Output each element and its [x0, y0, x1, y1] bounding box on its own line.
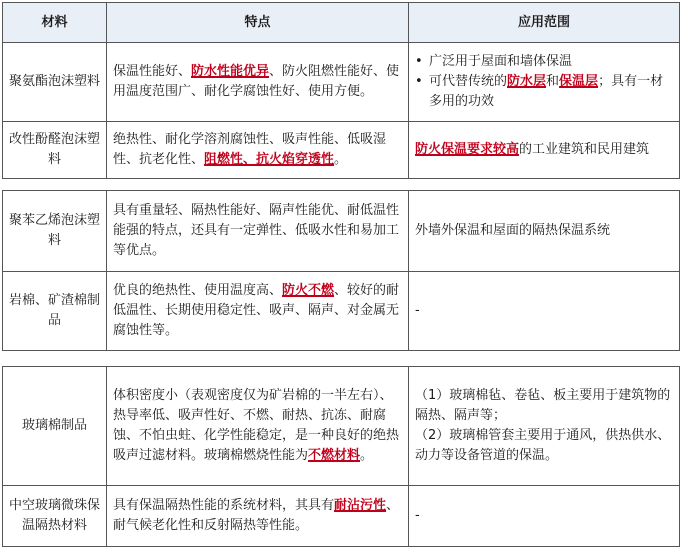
table-block-2 [2, 190, 680, 351]
application-text: （1）玻璃棉毡、卷毡、板主要用于建筑物的隔热、隔声等； [415, 388, 671, 423]
emphasis-text: 防火保温要求较高 [415, 142, 520, 157]
table-row [3, 271, 679, 350]
table-row [3, 121, 679, 178]
application-text: 和 [546, 74, 560, 89]
features-text: 、防火阻燃性能好、使用温度范围广、耐化学腐蚀性好、使用方便。 [113, 64, 400, 99]
emphasis-text: 防火不燃 [282, 283, 335, 298]
emphasis-text: 保温层 [559, 74, 599, 89]
table-block-1 [2, 2, 680, 179]
application-cell [409, 191, 679, 271]
list-item [415, 52, 673, 72]
features-cell [107, 43, 409, 121]
application-text: 外墙外保温和屋面的隔热保温系统 [415, 223, 611, 238]
header-material: 材料 [3, 3, 107, 42]
application-cell [409, 43, 679, 121]
features-cell [107, 272, 409, 350]
features-text: 保温性能好、 [113, 64, 192, 79]
features-cell [107, 122, 409, 178]
emphasis-text: 防水性能优异 [191, 64, 270, 79]
features-text: 具有保温隔热性能的系统材料，其具有 [113, 498, 335, 513]
features-cell [107, 486, 409, 546]
table-row [3, 367, 679, 485]
table-row [3, 42, 679, 121]
features-text: 、较好的耐低温性、长期使用稳定性、吸声、隔声、对金属无腐蚀性等。 [113, 283, 400, 338]
application-text: - [415, 508, 420, 523]
material-name: 聚氨酯泡沫塑料 [3, 43, 107, 121]
application-cell [409, 486, 679, 546]
features-text: 、耐气候老化性和反射隔热等性能。 [113, 498, 400, 533]
table-row [3, 191, 679, 271]
features-text: 。 [360, 448, 374, 463]
features-cell [107, 367, 409, 485]
list-item [415, 72, 673, 112]
application-text: 广泛用于屋面和墙体保温 [429, 54, 573, 69]
application-text: 的工业建筑和民用建筑 [519, 142, 650, 157]
material-name: 岩棉、矿渣棉制品 [3, 272, 107, 350]
application-cell [409, 272, 679, 350]
material-name: 聚苯乙烯泡沫塑料 [3, 191, 107, 271]
features-text: 体积密度小（表观密度仅为矿岩棉的一半左右）、热导率低、吸声性好、不燃、耐热、抗冻、耐腐蚀、不怕虫蛀、化学性能稳定，是一种良好的绝热吸声过滤材料。玻璃棉燃烧性能为 [113, 388, 400, 463]
emphasis-text: 阻燃性、抗火焰穿透性 [204, 152, 335, 167]
material-name: 中空玻璃微珠保温隔热材料 [3, 486, 107, 546]
emphasis-text: 防水层 [507, 74, 547, 89]
material-name: 玻璃棉制品 [3, 367, 107, 485]
application-list [415, 52, 673, 112]
application-text: （2）玻璃棉管套主要用于通风，供热供水、动力等设备管道的保温。 [415, 428, 671, 463]
application-text: ；具有一材多用的功效 [429, 74, 664, 109]
table-row [3, 485, 679, 546]
features-text: 绝热性、耐化学溶剂腐蚀性、吸声性能、低吸湿性、抗老化性、 [113, 132, 387, 167]
material-name: 改性酚醛泡沫塑料 [3, 122, 107, 178]
application-cell [409, 122, 679, 178]
table-header-row [3, 3, 679, 42]
emphasis-text: 不燃材料 [308, 448, 361, 463]
features-cell [107, 191, 409, 271]
features-text: 优良的绝热性、使用温度高、 [113, 283, 283, 298]
table-block-3 [2, 366, 680, 547]
features-text: 。 [334, 152, 348, 167]
emphasis-text: 耐沾污性 [334, 498, 387, 513]
header-features: 特点 [107, 3, 409, 42]
features-text: 具有重量轻、隔热性能好、隔声性能优、耐低温性能强的特点，还具有一定弹性、低吸水性和易加工等优点。 [113, 203, 400, 258]
application-text: 可代替传统的 [429, 74, 508, 89]
application-cell [409, 367, 679, 485]
application-text: - [415, 303, 420, 318]
header-application: 应用范围 [517, 14, 570, 30]
